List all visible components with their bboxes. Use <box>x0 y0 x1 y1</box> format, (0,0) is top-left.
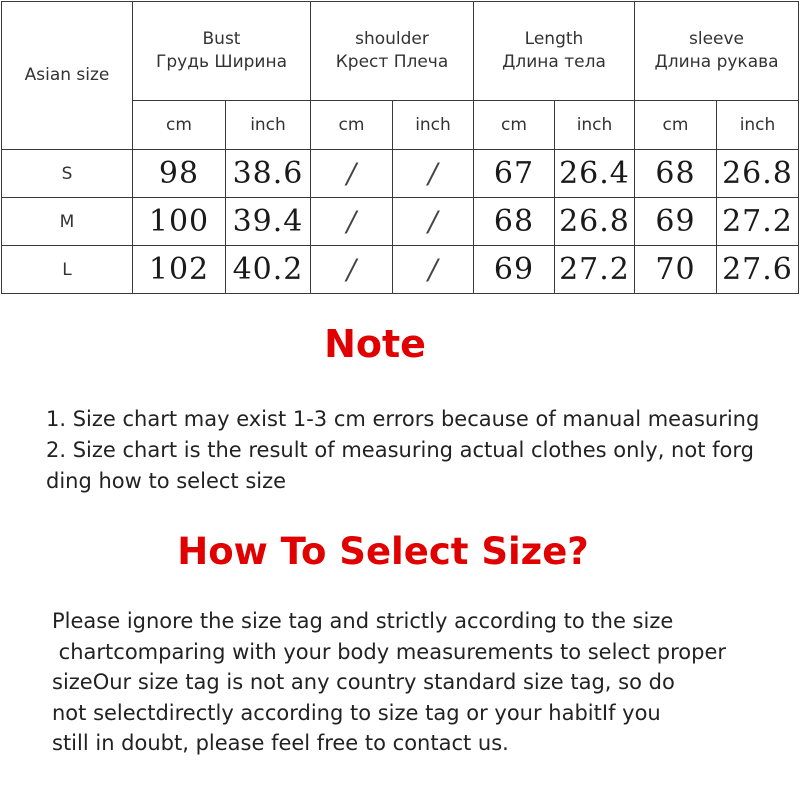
table-header-row <box>2 2 799 101</box>
size-label: L <box>2 246 133 294</box>
value-cell: 102 <box>133 246 226 294</box>
asian-size-header: Asian size <box>2 2 133 150</box>
bust-header-ru: Грудь Ширина <box>156 52 287 72</box>
size-chart-table <box>1 1 799 294</box>
select-size-text <box>52 606 797 759</box>
unit-cell: cm <box>474 101 555 150</box>
length-header <box>474 2 635 101</box>
size-label: M <box>2 198 133 246</box>
select-line: still in doubt, please feel free to contact us. <box>52 731 509 755</box>
value-cell: 26.8 <box>555 198 635 246</box>
note-line: 2. Size chart is the result of measuring actual clothes only, not forg <box>46 438 754 462</box>
value-cell: 69 <box>474 246 555 294</box>
value-cell: / <box>311 198 393 246</box>
value-cell: 39.4 <box>226 198 311 246</box>
length-header-ru: Длина тела <box>502 52 606 72</box>
length-header-en: Length <box>524 29 584 49</box>
value-cell: 98 <box>133 150 226 198</box>
value-cell: / <box>393 150 474 198</box>
unit-cell: inch <box>226 101 311 150</box>
value-cell: / <box>311 150 393 198</box>
shoulder-header-en: shoulder <box>355 29 429 49</box>
shoulder-header-ru: Крест Плеча <box>335 52 449 72</box>
sleeve-header-ru: Длина рукава <box>654 52 779 72</box>
table-row <box>2 246 799 294</box>
select-line: sizeOur size tag is not any country standard size tag, so do <box>52 670 675 694</box>
note-text <box>46 404 800 497</box>
unit-cell: cm <box>133 101 226 150</box>
select-size-heading: How To Select Size? <box>177 530 589 573</box>
sleeve-header <box>635 2 799 101</box>
value-cell: 27.6 <box>717 246 799 294</box>
value-cell: 26.4 <box>555 150 635 198</box>
value-cell: 100 <box>133 198 226 246</box>
value-cell: 27.2 <box>717 198 799 246</box>
bust-header-en: Bust <box>202 29 241 49</box>
note-line: 1. Size chart may exist 1-3 cm errors because of manual measuring <box>46 407 760 431</box>
value-cell: 68 <box>635 150 717 198</box>
select-line: not selectdirectly according to size tag or your habitIf you <box>52 700 661 725</box>
value-cell: 38.6 <box>226 150 311 198</box>
value-cell: / <box>393 198 474 246</box>
value-cell: 68 <box>474 198 555 246</box>
note-line: ding how to select size <box>46 469 287 493</box>
unit-cell: cm <box>311 101 393 150</box>
table-row <box>2 150 799 198</box>
sleeve-header-en: sleeve <box>688 29 745 49</box>
value-cell: 69 <box>635 198 717 246</box>
bust-header <box>133 2 311 101</box>
size-label: S <box>2 150 133 198</box>
shoulder-header <box>311 2 474 101</box>
table-row <box>2 198 799 246</box>
note-heading: Note <box>324 322 426 366</box>
unit-cell: inch <box>555 101 635 150</box>
value-cell: / <box>393 246 474 294</box>
unit-cell: inch <box>717 101 799 150</box>
value-cell: 27.2 <box>555 246 635 294</box>
value-cell: 26.8 <box>717 150 799 198</box>
unit-cell: cm <box>635 101 717 150</box>
value-cell: 70 <box>635 246 717 294</box>
value-cell: 67 <box>474 150 555 198</box>
value-cell: 40.2 <box>226 246 311 294</box>
select-line: chartcomparing with your body measurements to select proper <box>52 639 727 664</box>
select-line: Please ignore the size tag and strictly according to the size <box>52 609 674 633</box>
value-cell: / <box>311 246 393 294</box>
unit-cell: inch <box>393 101 474 150</box>
